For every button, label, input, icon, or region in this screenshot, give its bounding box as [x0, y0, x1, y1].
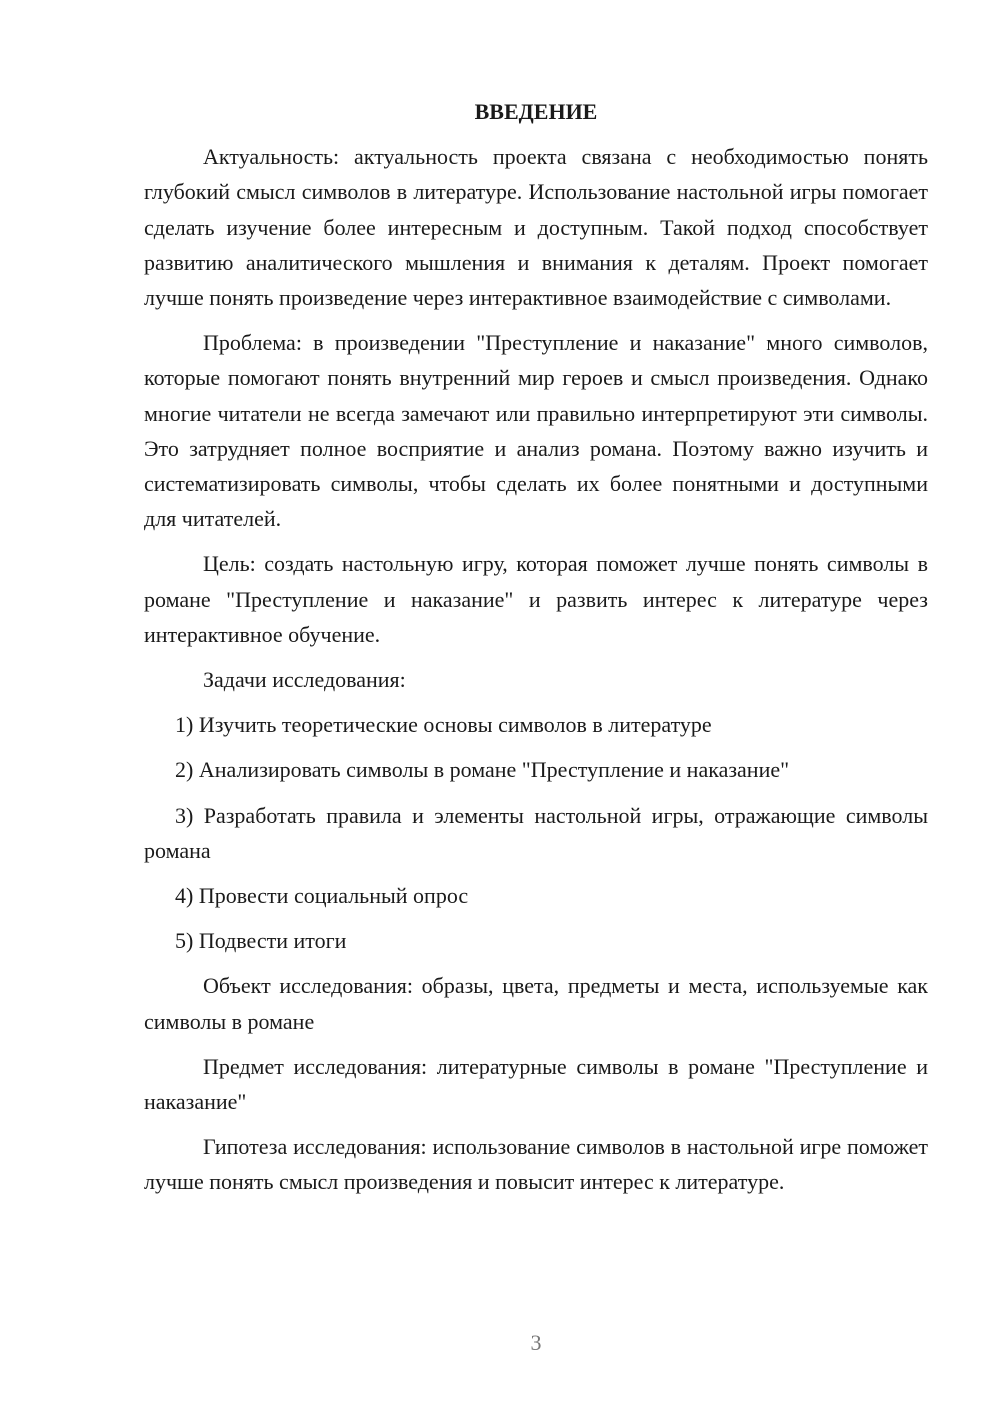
task-item: 5) Подвести итоги [175, 928, 347, 954]
subject-paragraph: Предмет исследования: литературные символы в романе "Преступление и наказание" [144, 1053, 928, 1115]
document-page [144, 94, 928, 1210]
problem-paragraph: Проблема: в произведении "Преступление и наказание" много символов, которые помогают понять внутренний мир героев и смысл произведения. Однако многие читатели не всегда замечают или правильно интерпретируют эти символы. Это затрудняет полное восприятие и анализ романа. Поэтому важно изучить и систематизировать символы, чтобы сделать их более понятными и доступными для читателей. [144, 330, 928, 532]
tasks-heading: Задачи исследования: [203, 667, 406, 693]
task-item: 3) Разработать правила и элементы настольной игры, отражающие символы романа [144, 802, 928, 863]
hypothesis-paragraph: Гипотеза исследования: использование символов в настольной игре поможет лучше понять смысл произведения и повысит интерес к литературе. [144, 1134, 928, 1195]
task-item: 4) Провести социальный опрос [175, 883, 469, 909]
relevance-paragraph: Актуальность: актуальность проекта связана с необходимостью понять глубокий смысл символов в литературе. Использование настольной игры помогает сделать изучение более интересным и доступным. Такой подход способствует развитию аналитического мышления и внимания к деталям. Проект помогает лучше понять произведение через интерактивное взаимодействие с символами. [144, 144, 928, 311]
section-title: ВВЕДЕНИЕ [474, 99, 598, 124]
goal-paragraph: Цель: создать настольную игру, которая поможет лучше понять символы в романе "Преступление и наказание" и развить интерес к литературе через интерактивное обучение. [144, 551, 928, 647]
page-number: 3 [530, 1330, 542, 1355]
task-item: 1) Изучить теоретические основы символов в литературе [175, 712, 712, 738]
object-paragraph: Объект исследования: образы, цвета, предметы и места, используемые как символы в романе [144, 973, 928, 1034]
task-item: 2) Анализировать символы в романе "Преступление и наказание" [175, 757, 790, 783]
